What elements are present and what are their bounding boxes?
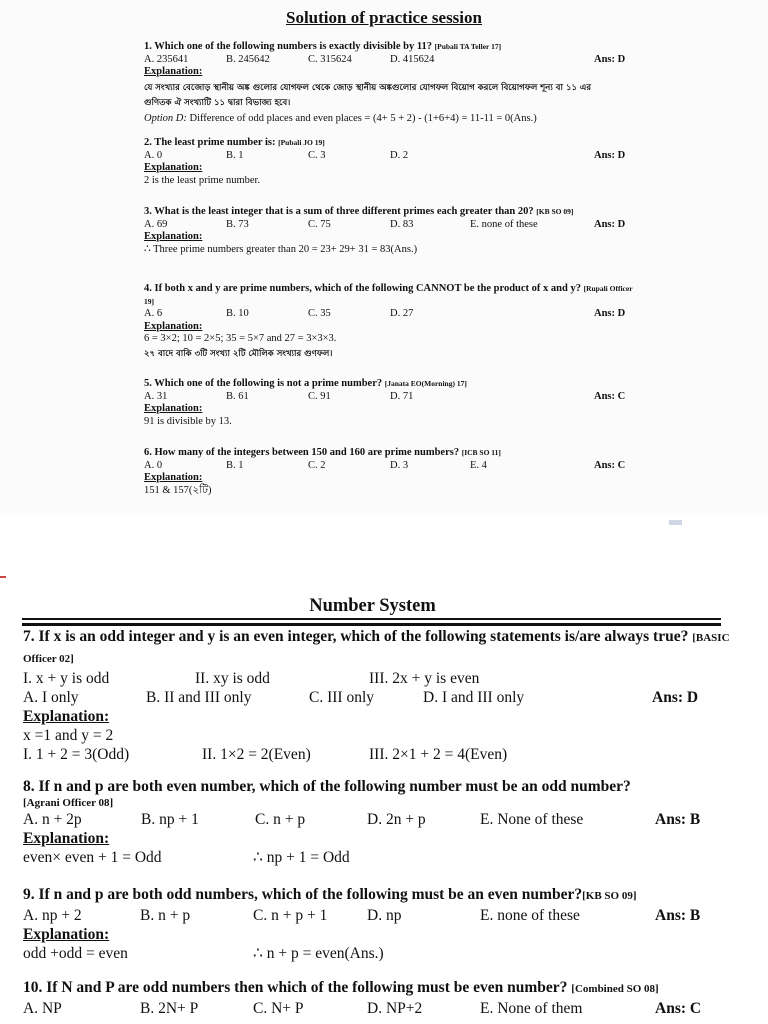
explanation-heading: Explanation: xyxy=(144,472,203,484)
explanation-heading: Explanation: xyxy=(144,66,203,78)
option-c: C. n + p xyxy=(255,811,306,828)
option-b: B. 1 xyxy=(226,459,244,471)
option-b: B. 245642 xyxy=(226,53,270,65)
page-title: Solution of practice session xyxy=(286,8,482,27)
answer: Ans: C xyxy=(594,390,626,402)
option-a: A. 69 xyxy=(144,218,168,230)
options-row xyxy=(144,54,644,67)
explanation-line: ∴ Three prime numbers greater than 20 = 23+ 29+ 31 = 83(Ans.) xyxy=(144,243,418,255)
question-9 xyxy=(23,885,743,963)
question-6 xyxy=(144,447,644,497)
option-d: D. I and III only xyxy=(423,689,525,706)
option-d: D. 3 xyxy=(390,459,409,471)
option-d: D. 2 xyxy=(390,149,409,161)
scanner-stamp-icon xyxy=(664,518,686,538)
explanation-part: III. 2×1 + 2 = 4(Even) xyxy=(369,746,508,763)
explanation-heading: Explanation: xyxy=(23,830,110,847)
question-source: [Pubali JO 19] xyxy=(278,138,325,147)
explanation-heading: Explanation: xyxy=(23,926,110,943)
option-note: Difference of odd places and even places = (4+ 5 + 2) - (1+6+4) = 11-11 = 0(Ans.) xyxy=(189,112,537,124)
explanation-line: 151 & 157(২টি) xyxy=(144,484,212,496)
question-text: 8. If n and p are both even number, which of the following number must be an odd number? xyxy=(23,778,631,795)
options-row xyxy=(23,999,743,1018)
option-b: B. II and III only xyxy=(146,689,252,706)
question-source: [Pubali TA Teller 17] xyxy=(434,42,502,51)
question-10 xyxy=(23,978,743,1018)
option-b: B. np + 1 xyxy=(141,811,199,828)
options-row xyxy=(23,810,743,829)
explanation-part: ∴ n + p = even(Ans.) xyxy=(253,945,384,962)
option-e: E. None of them xyxy=(480,1000,583,1017)
option-b: B. 2N+ P xyxy=(140,1000,199,1017)
option-b: B. 1 xyxy=(226,149,244,161)
option-b: B. 73 xyxy=(226,218,249,230)
option-b: B. 10 xyxy=(226,308,249,320)
question-8 xyxy=(23,777,743,867)
answer: Ans: D xyxy=(652,689,699,706)
option-c: C. 75 xyxy=(308,218,331,230)
title-rule xyxy=(22,618,721,620)
option-d: D. 27 xyxy=(390,308,414,320)
question-text: 1. Which one of the following numbers is exactly divisible by 11? xyxy=(144,41,432,52)
option-a: A. 31 xyxy=(144,390,168,402)
explanation-part: II. 1×2 = 2(Even) xyxy=(202,746,311,763)
option-a: A. 235641 xyxy=(144,53,189,65)
option-d: D. np xyxy=(367,907,402,924)
explanation-heading: Explanation: xyxy=(144,403,203,415)
question-5 xyxy=(144,378,644,428)
option-e: E. 4 xyxy=(470,459,487,471)
option-a: A. I only xyxy=(23,689,79,706)
question-source: [ICB SO 11] xyxy=(461,448,501,457)
option-b: B. n + p xyxy=(140,907,191,924)
options-row xyxy=(23,688,743,707)
answer: Ans: D xyxy=(594,149,626,161)
option-c: C. 315624 xyxy=(308,53,352,65)
explanation-row xyxy=(23,944,743,963)
answer: Ans: B xyxy=(655,811,701,828)
question-7 xyxy=(23,627,743,764)
question-text: 6. How many of the integers between 150 and 160 are prime numbers? xyxy=(144,447,460,458)
option-e: E. none of these xyxy=(480,907,580,924)
answer: Ans: D xyxy=(594,53,626,65)
option-b: B. 61 xyxy=(226,390,249,402)
explanation-part: I. 1 + 2 = 3(Odd) xyxy=(23,746,130,763)
answer: Ans: D xyxy=(594,218,626,230)
explanation-heading: Explanation: xyxy=(23,708,110,725)
explanation-line: ২৭ বাদে বাকি ৩টি সংখ্যা ২টি মৌলিক সংখ্যার গুণফল। xyxy=(144,348,333,359)
explanation-line: 91 is divisible by 13. xyxy=(144,415,232,427)
option-d: D. 83 xyxy=(390,218,414,230)
option-c: C. 91 xyxy=(308,390,331,402)
answer: Ans: C xyxy=(655,1000,702,1017)
explanation-heading: Explanation: xyxy=(144,231,203,243)
explanation-row xyxy=(23,745,743,764)
explanation-line: 2 is the least prime number. xyxy=(144,174,261,186)
option-c: C. N+ P xyxy=(253,1000,304,1017)
option-a: A. n + 2p xyxy=(23,811,82,828)
question-4 xyxy=(144,283,644,361)
explanation-row xyxy=(23,848,743,867)
explanation-line: গুণিতক ঐ সংখ্যাটি ১১ দ্বারা বিভাজ্য হবে। xyxy=(144,98,291,109)
question-text: 2. The least prime number is: xyxy=(144,137,276,148)
explanation-line: 6 = 3×2; 10 = 2×5; 35 = 5×7 and 27 = 3×3×3. xyxy=(144,333,337,345)
explanation-heading: Explanation: xyxy=(144,162,203,174)
question-1 xyxy=(144,41,644,126)
option-note-label: Option D: xyxy=(144,112,187,124)
question-text: 3. What is the least integer that is a sum of three different primes each greater than 20? xyxy=(144,206,534,217)
options-row xyxy=(144,308,644,321)
explanation-line: x =1 and y = 2 xyxy=(23,727,114,744)
question-source: [BASIC Officer 02] xyxy=(23,632,730,665)
explanation-part: even× even + 1 = Odd xyxy=(23,849,162,866)
explanation-part: ∴ np + 1 = Odd xyxy=(253,849,350,866)
option-c: C. III only xyxy=(309,689,375,706)
question-text: 9. If n and p are both odd numbers, which of the following must be an even number? xyxy=(23,886,583,903)
explanation-heading: Explanation: xyxy=(144,320,203,332)
question-text: 10. If N and P are odd numbers then which of the following must be even number? xyxy=(23,979,568,996)
option-e: E. None of these xyxy=(480,811,584,828)
options-row xyxy=(144,219,644,232)
options-row xyxy=(144,460,644,473)
option-a: A. 0 xyxy=(144,459,163,471)
statement-3: III. 2x + y is even xyxy=(369,670,480,687)
question-source: [Rupali Officer 19] xyxy=(144,284,633,306)
option-c: C. 3 xyxy=(308,149,326,161)
question-source: [Janata EO(Morning) 17] xyxy=(384,379,467,388)
option-d: D. 71 xyxy=(390,390,414,402)
options-row xyxy=(144,150,644,163)
section-title: Number System xyxy=(309,596,436,616)
option-e: E. none of these xyxy=(470,218,538,230)
question-text: 4. If both x and y are prime numbers, which of the following CANNOT be the product of x and y? xyxy=(144,283,581,294)
explanation-line: যে সংখ্যার বেজোড় স্থানীয় অঙ্ক গুলোর যোগফল থেকে জোড় স্থানীয় অঙ্কগুলোর যোগফল বিয়োগ করলে বিয়োগফল শূন্য বা ১১ এর xyxy=(144,82,592,93)
question-source: [Combined SO 08] xyxy=(571,983,659,995)
question-text: 7. If x is an odd integer and y is an even integer, which of the following statements is/are always true? xyxy=(23,628,689,645)
option-a: A. np + 2 xyxy=(23,907,82,924)
answer: Ans: D xyxy=(594,308,626,320)
option-c: C. 35 xyxy=(308,308,331,320)
question-2 xyxy=(144,137,644,187)
statements-row xyxy=(23,669,743,688)
option-a: A. 6 xyxy=(144,308,163,320)
statement-2: II. xy is odd xyxy=(195,670,270,687)
question-3 xyxy=(144,206,644,256)
option-a: A. 0 xyxy=(144,149,163,161)
answer: Ans: B xyxy=(655,907,701,924)
title-rule xyxy=(22,623,721,626)
option-a: A. NP xyxy=(23,1000,62,1017)
options-row xyxy=(23,906,743,925)
option-d: D. 415624 xyxy=(390,53,435,65)
option-c: C. n + p + 1 xyxy=(253,907,328,924)
answer: Ans: C xyxy=(594,459,626,471)
option-c: C. 2 xyxy=(308,459,326,471)
explanation-part: odd +odd = even xyxy=(23,945,128,962)
statement-1: I. x + y is odd xyxy=(23,670,110,687)
options-row xyxy=(144,391,644,404)
option-d: D. NP+2 xyxy=(367,1000,423,1017)
question-source: [KB SO 09] xyxy=(582,890,637,902)
book-page xyxy=(0,570,768,1024)
option-d: D. 2n + p xyxy=(367,811,426,828)
question-source: [Agrani Officer 08] xyxy=(23,797,114,809)
question-source: [KB SO 09] xyxy=(536,207,574,216)
question-text: 5. Which one of the following is not a prime number? xyxy=(144,378,383,389)
